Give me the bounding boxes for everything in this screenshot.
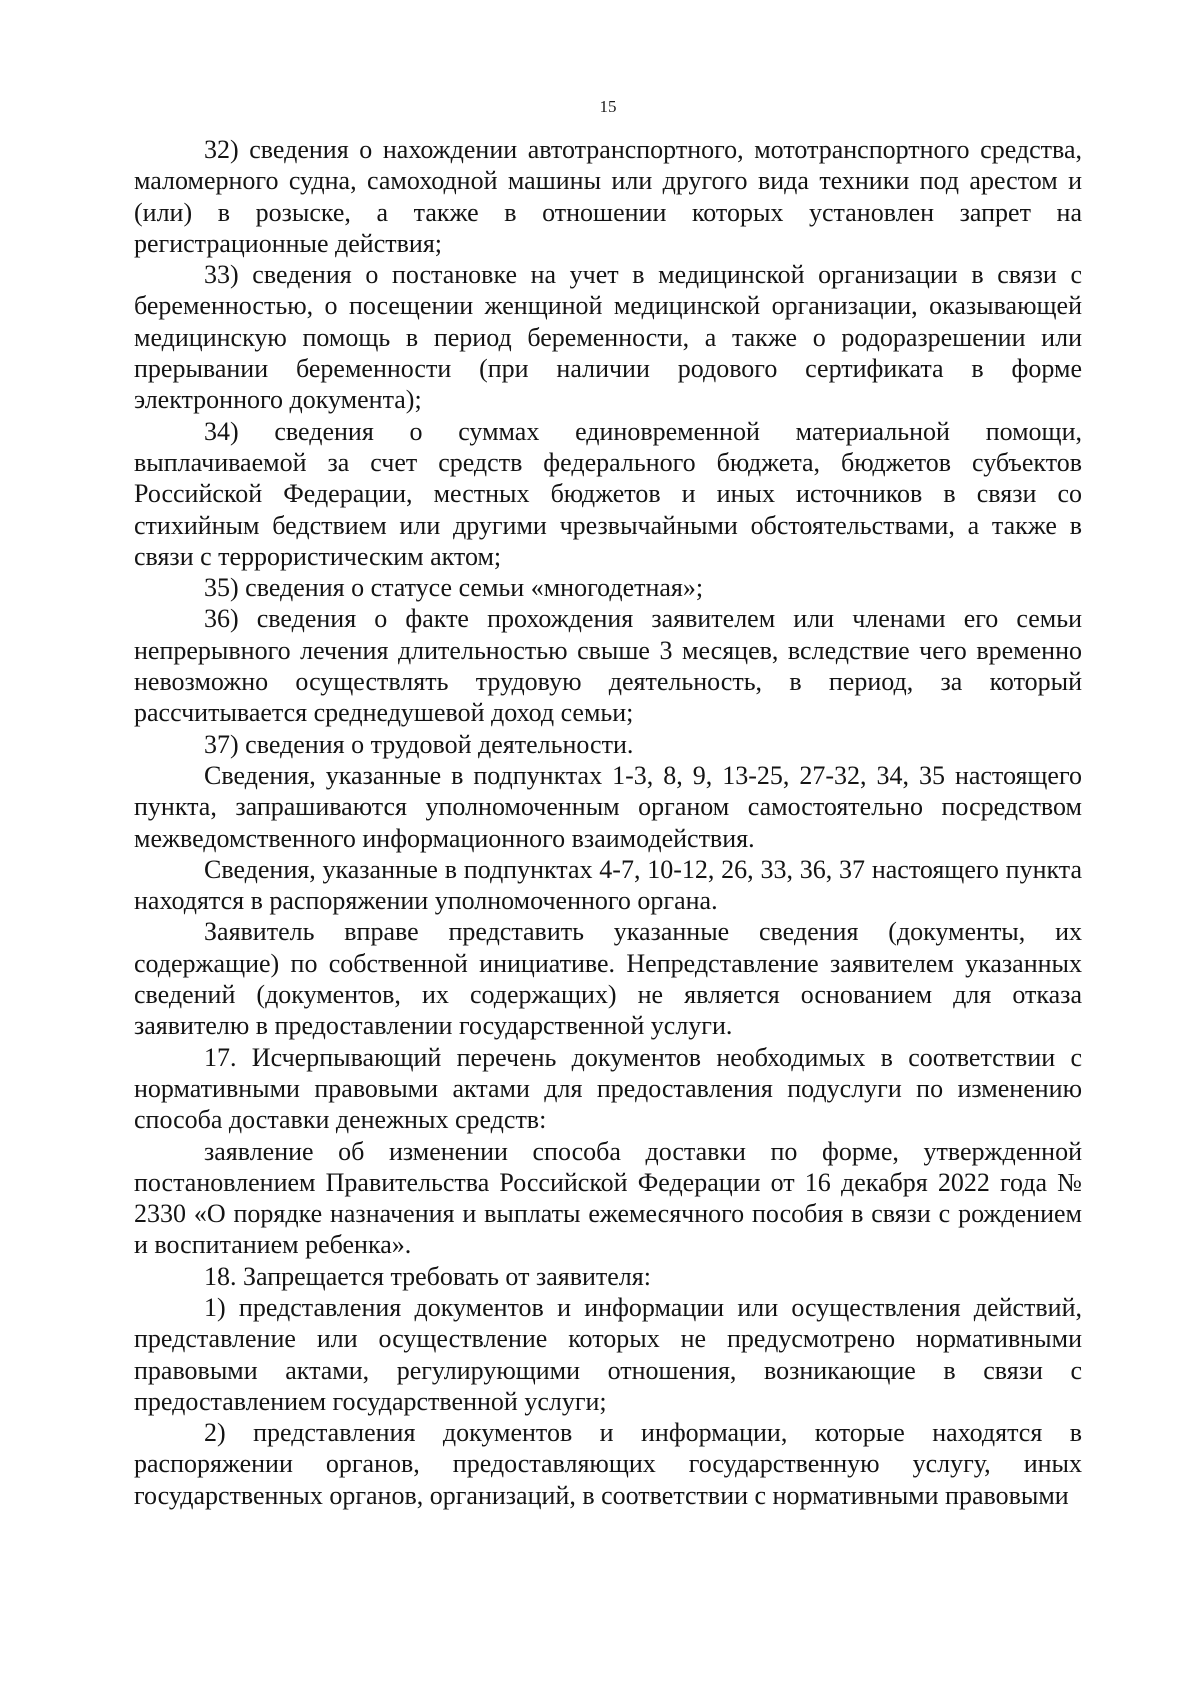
paragraph-item-37: 37) сведения о трудовой деятельности. [204, 729, 634, 759]
paragraph-application-form: заявление об изменении способа доставки по форме, утвержденной постановлением Правительства Российской Федерации от 16 декабря 2022 года № 2330 «О порядке назначения и выплаты ежемесячного пособия в связи с рождением и воспитанием ребенка». [134, 1136, 1082, 1260]
paragraph-section-18: 18. Запрещается требовать от заявителя: [204, 1261, 651, 1291]
paragraph-item-33: 33) сведения о постановке на учет в медицинской организации в связи с беременностью, о посещении женщиной медицинской организации, оказывающей медицинскую помощь в период беременности, а также о родоразрешении или прерывании беременности (при наличии родового сертификата в форме электронного документа); [134, 260, 1082, 415]
paragraph-prohibition-2: 2) представления документов и информации, которые находятся в распоряжении органов, предоставляющих государственную услугу, иных государственных органов, организаций, в соответствии с нормативными правовыми [134, 1418, 1082, 1510]
paragraph-item-34: 34) сведения о суммах единовременной материальной помощи, выплачиваемой за счет средств федерального бюджета, бюджетов субъектов Российской Федерации, местных бюджетов и иных источников в связи со стихийным бедствием или другими чрезвычайными обстоятельствами, а также в связи с террористическим актом; [134, 416, 1082, 571]
paragraph-prohibition-1: 1) представления документов и информации или осуществления действий, представление или осуществление которых не предусмотрено нормативными правовыми актами, регулирующими отношения, возникающие в связи с предоставлением государственной услуги; [134, 1292, 1082, 1416]
page-number: 15 [599, 97, 617, 116]
document-body [134, 134, 1082, 1511]
paragraph-item-35: 35) сведения о статусе семьи «многодетная»; [204, 573, 704, 603]
paragraph-item-36: 36) сведения о факте прохождения заявителем или членами его семьи непрерывного лечения длительностью свыше 3 месяцев, вследствие чего временно невозможно осуществлять трудовую деятельность, в период, за который рассчитывается среднедушевой доход семьи; [134, 604, 1082, 728]
paragraph-applicant-right: Заявитель вправе представить указанные сведения (документы, их содержащие) по собственной инициативе. Непредставление заявителем указанных сведений (документов, их содержащих) не является основанием для отказа заявителю в предоставлении государственной услуги. [134, 917, 1082, 1041]
paragraph-requested-info: Сведения, указанные в подпунктах 1-3, 8, 9, 13-25, 27-32, 34, 35 настоящего пункта, запрашиваются уполномоченным органом самостоятельно посредством межведомственного информационного взаимодействия. [134, 760, 1082, 853]
paragraph-section-17: 17. Исчерпывающий перечень документов необходимых в соответствии с нормативными правовыми актами для предоставления подуслуги по изменению способа доставки денежных средств: [134, 1042, 1082, 1135]
paragraph-item-32: 32) сведения о нахождении автотранспортного, мототранспортного средства, маломерного судна, самоходной машины или другого вида техники под арестом и (или) в розыске, а также в отношении которых установлен запрет на регистрационные действия; [134, 135, 1082, 258]
paragraph-held-info: Сведения, указанные в подпунктах 4-7, 10-12, 26, 33, 36, 37 настоящего пункта находятся в распоряжении уполномоченного органа. [134, 854, 1082, 916]
